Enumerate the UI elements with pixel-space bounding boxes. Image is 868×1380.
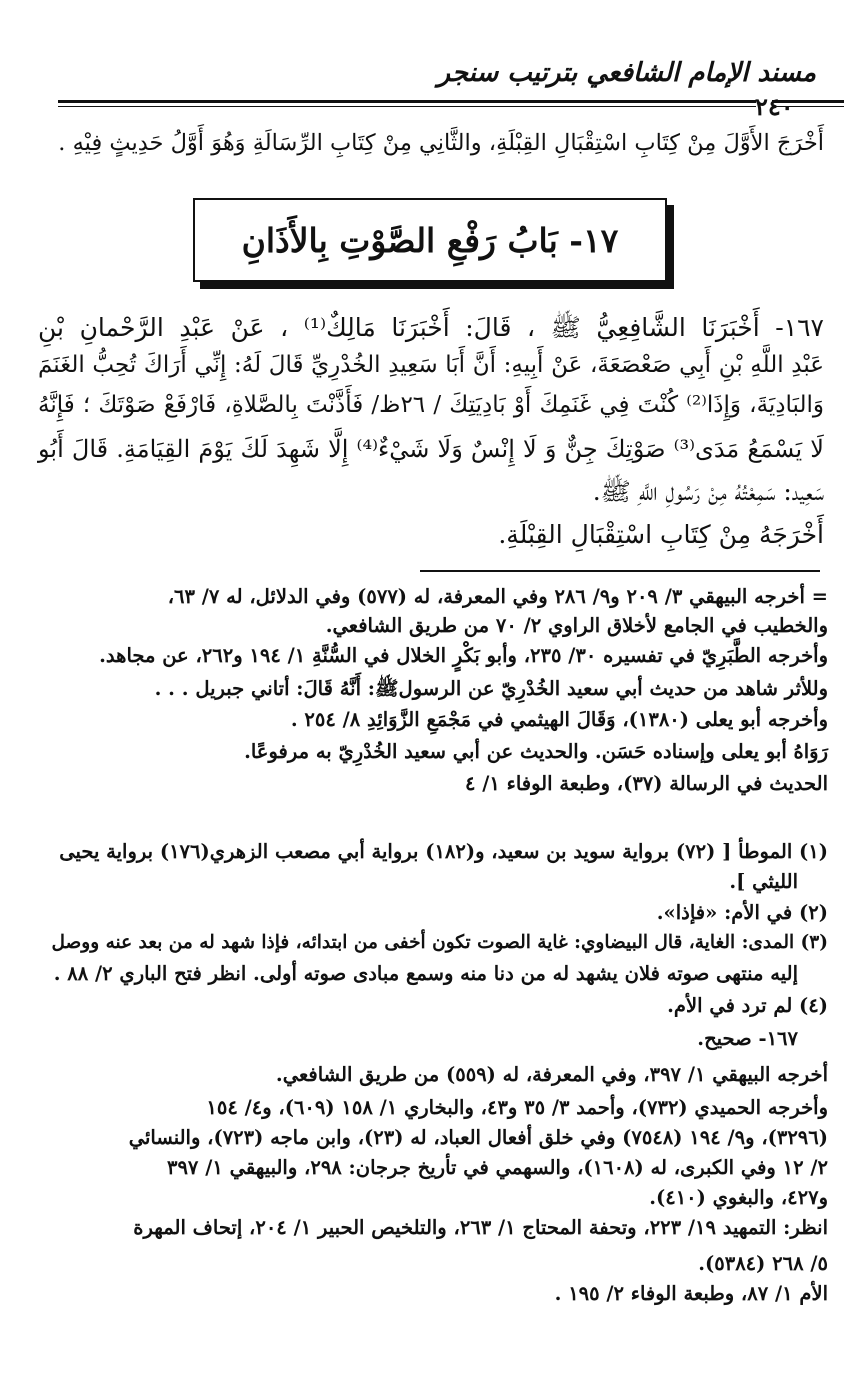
footnote-2: (٢) في الأم: «فإذا». [656, 901, 828, 924]
takhrij-line: أخرجه البيهقي ١/ ٣٩٧، وفي المعرفة، له (٥٥٩) من طريق الشافعي. [275, 1063, 828, 1086]
takhrij-line: ٢/ ١٢ وفي الكبرى، له (١٦٠٨)، والسهمي في تأريخ جرجان: ٢٩٨، والبيهقي ١/ ٣٩٧ [166, 1156, 828, 1179]
hadith-source-line: أَخْرَجَهُ مِنْ كِتَابِ اسْتِقْبَالِ القِبْلَةِ. [498, 520, 824, 549]
footnote-continuation-line: والخطيب في الجامع لأخلاق الراوي ٢/ ٧٠ من طريق الشافعي. [325, 614, 828, 637]
hadith-line: وَالبَادِيَةَ، وَإِذَا⁽²⁾ كُنْتَ فِي غَنَمِكَ أَوْ بَادِيَتِكَ / ٢٦ظ/ فَأَذَّنْتَ بِالصَّلاةِ، فَارْفَعْ صَوْتَكَ ؛ فَإِنَّهُ [38, 392, 824, 418]
hadith-grade: ١٦٧- صحيح. [697, 1027, 798, 1050]
takhrij-line: انظر: التمهيد ١٩/ ٢٢٣، وتحفة المحتاج ١/ ٢٦٣، والتلخيص الحبير ١/ ٢٠٤، إتحاف المهرة [133, 1216, 828, 1239]
footnote-continuation-line: وأخرجه الطَّبَرِيّ في تفسيره ٣٠/ ٢٣٥، وأبو بَكْرٍ الخلال في السُّنَّةِ ١/ ١٩٤ و٢٦٢، عن مجاهد. [99, 644, 828, 667]
running-header-title: مسند الإمام الشافعي بترتيب سنجر [437, 58, 816, 88]
hadith-line: لَا يَسْمَعُ مَدَى⁽³⁾ صَوْتِكَ جِنٌّ وَ لَا إِنْسٌ وَلَا شَيْءٌ⁽⁴⁾ إِلَّا شَهِدَ لَكَ يَوْمَ القِيَامَةِ. قَالَ أَبُو [38, 435, 824, 463]
footnote-4: (٤) لم ترد في الأم. [667, 994, 828, 1017]
footnote-continuation-line: الحديث في الرسالة (٣٧)، وطبعة الوفاء ١/ ٤ [464, 772, 828, 795]
takhrij-line: ٥/ ٢٦٨ (٥٣٨٤). [698, 1252, 828, 1275]
footnote-continuation-line: = أخرجه البيهقي ٣/ ٢٠٩ و٩/ ٢٨٦ وفي المعرفة، له (٥٧٧) وفي الدلائل، له ٧/ ٦٣، [167, 585, 828, 608]
footnote-3-continued: إليه منتهى صوته فلان يشهد له من دنا منه وسمع مبادى صوته أولى. انظر فتح الباري ٢/ ٨٨ . [53, 962, 798, 985]
hadith-line: سَعِيد: سَمِعْتُهُ مِنْ رَسُولِ اللَّهِ ﷺ. [592, 477, 824, 506]
footnote-1-continued: الليثي ]. [729, 870, 798, 893]
takhrij-line: و٤٢٧، والبغوي (٤١٠). [649, 1186, 828, 1209]
page-number: ٢٤٠ [755, 92, 794, 121]
takhrij-line: (٣٢٩٦)، و٩/ ١٩٤ (٧٥٤٨) وفي خلق أفعال العباد، له (٢٣)، وابن ماجه (٧٢٣)، والنسائي [128, 1126, 828, 1149]
hadith-line: عَبْدِ اللَّهِ بْنِ أَبِي صَعْصَعَةَ، عَنْ أَبِيهِ: أَنَّ أَبَا سَعِيدِ الخُدْرِيِّ قَالَ لَهُ: إِنِّي أَرَاكَ تُحِبُّ الغَنَمَ [38, 352, 824, 378]
intro-line: أَخْرَجَ الأَوَّلَ مِنْ كِتَابِ اسْتِقْبَالِ القِبْلَةِ، والثَّانِي مِنْ كِتَابِ الرِّسَالَةِ وَهُوَ أَوَّلُ حَدِيثٍ فِيْهِ . [58, 130, 824, 156]
footnote-continuation-line: رَوَاهُ أبو يعلى وإسناده حَسَن. والحديث عن أبي سعيد الخُدْرِيّ به مرفوعًا. [244, 740, 828, 763]
footnote-1: (١) الموطأ [ (٧٢) برواية سويد بن سعيد، و(١٨٢) برواية أبي مصعب الزهري(١٧٦) برواية يحيى [59, 840, 828, 863]
footnote-continuation-line: وأخرجه أبو يعلى (١٣٨٠)، وَقَالَ الهيثمي في مَجْمَعِ الزَّوَائِدِ ٨/ ٢٥٤ . [290, 708, 828, 731]
footnote-continuation-line: وللأثر شاهد من حديث أبي سعيد الخُدْرِيّ عن الرسولﷺ: أَنَّهُ قَالَ: أتاني جبريل . . . [154, 677, 828, 700]
chapter-heading-box [193, 198, 667, 282]
footnote-3: (٣) المدى: الغاية، قال البيضاوي: غاية الصوت تكون أخفى من ابتدائه، فإذا شهد له من بعد عنه ووصل [51, 932, 828, 953]
header-rule-thin [58, 106, 756, 107]
hadith-line: ١٦٧- أَخْبَرَنَا الشَّافِعِيُّ ﷺ ، قَالَ: أَخْبَرَنَا مَالِكٌ⁽¹⁾ ، عَنْ عَبْدِ الرَّحْمانِ بْنِ [38, 313, 824, 342]
takhrij-line: وأخرجه الحميدي (٧٣٢)، وأحمد ٣/ ٣٥ و٤٣، والبخاري ١/ ١٥٨ (٦٠٩)، و٤/ ١٥٤ [206, 1096, 828, 1119]
header-rule-short-thin [772, 106, 844, 107]
header-rule-thick [58, 100, 756, 103]
chapter-title: ١٧- بَابُ رَفْعِ الصَّوْتِ بِالأَذَانِ [241, 220, 619, 260]
header-rule-short-thick [772, 100, 844, 103]
footnote-separator [420, 570, 820, 572]
takhrij-line: الأم ١/ ٨٧، وطبعة الوفاء ٢/ ١٩٥ . [554, 1282, 828, 1305]
